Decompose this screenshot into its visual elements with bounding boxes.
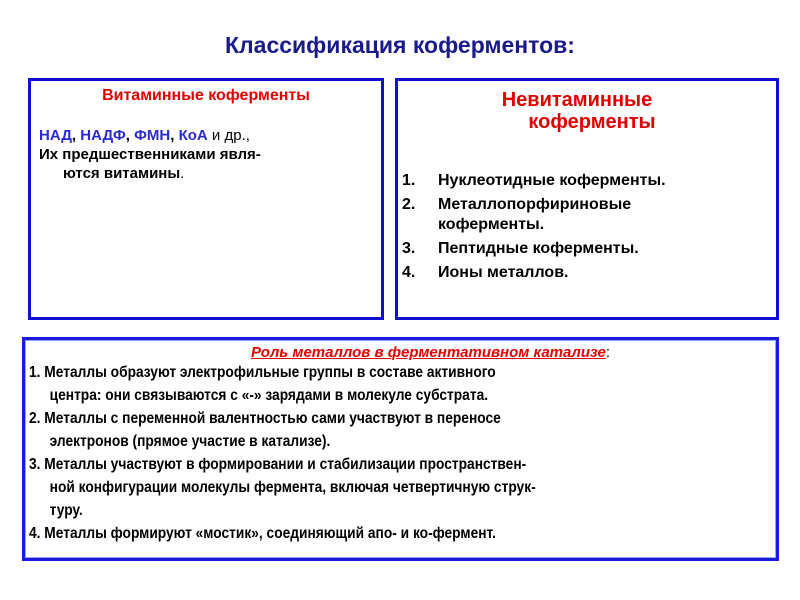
vitamin-heading: Витаминные коферменты (102, 87, 310, 104)
nonvitamin-coenzymes-box (395, 78, 779, 320)
heading-line2: коферменты (528, 111, 656, 133)
list-item (398, 263, 776, 283)
line: центра: они связываются с «-» зарядами в молекуле субстрата. (49, 387, 489, 404)
heading-text: Роль металлов в ферментативном катализе (250, 344, 606, 361)
line: ной конфигурации молекулы фермента, включая четвертичную струк- (49, 479, 536, 496)
abbr: ФМН (134, 127, 171, 144)
item-text: Металлопорфириновые коферменты. (438, 196, 632, 233)
vitamin-text: НАД, НАДФ, ФМН, КоА и др., Их предшественниками явля- ются витамины. (39, 127, 261, 182)
vitamin-coenzymes-box (28, 78, 384, 320)
line: туру. (49, 502, 83, 519)
slide-title: Классификация коферментов: (225, 32, 575, 58)
precursor-line1: Их предшественниками явля- (39, 146, 261, 163)
colon: : (605, 344, 610, 361)
heading-line1: Невитаминные (501, 89, 653, 111)
abbr: КоА (178, 127, 208, 144)
metals-heading (85, 344, 776, 361)
item-number: 2. (402, 196, 416, 213)
item-number: 3. (402, 240, 416, 257)
item-text: Ионы металлов. (438, 264, 569, 281)
item-number: 1. (402, 172, 416, 189)
line: электронов (прямое участие в катализе). (49, 433, 331, 450)
item-text: Пептидные коферменты. (438, 240, 639, 257)
nonvitamin-heading (378, 89, 776, 133)
nonvitamin-list (398, 171, 776, 283)
list-item (398, 239, 776, 259)
metals-lines (29, 361, 671, 545)
list-item (398, 195, 776, 235)
item-text: Нуклеотидные коферменты. (438, 172, 666, 189)
line: 4. Металлы формируют «мостик», соединяющий апо- и ко-фермент. (29, 525, 496, 542)
line: 2. Металлы с переменной валентностью сами участвуют в переносе (29, 410, 501, 427)
period: . (180, 165, 185, 182)
precursor-line2: ются витамины (63, 165, 181, 182)
line: 3. Металлы участвуют в формировании и стабилизации пространствен- (29, 456, 527, 473)
list-item (398, 171, 776, 191)
line: 1. Металлы образуют электрофильные группы в составе активного (29, 364, 496, 381)
abbr: НАД (39, 127, 72, 144)
abbr: НАДФ (80, 127, 126, 144)
abbr-tail: и др., (207, 127, 250, 144)
item-number: 4. (402, 264, 416, 281)
metals-role-box (22, 337, 779, 561)
